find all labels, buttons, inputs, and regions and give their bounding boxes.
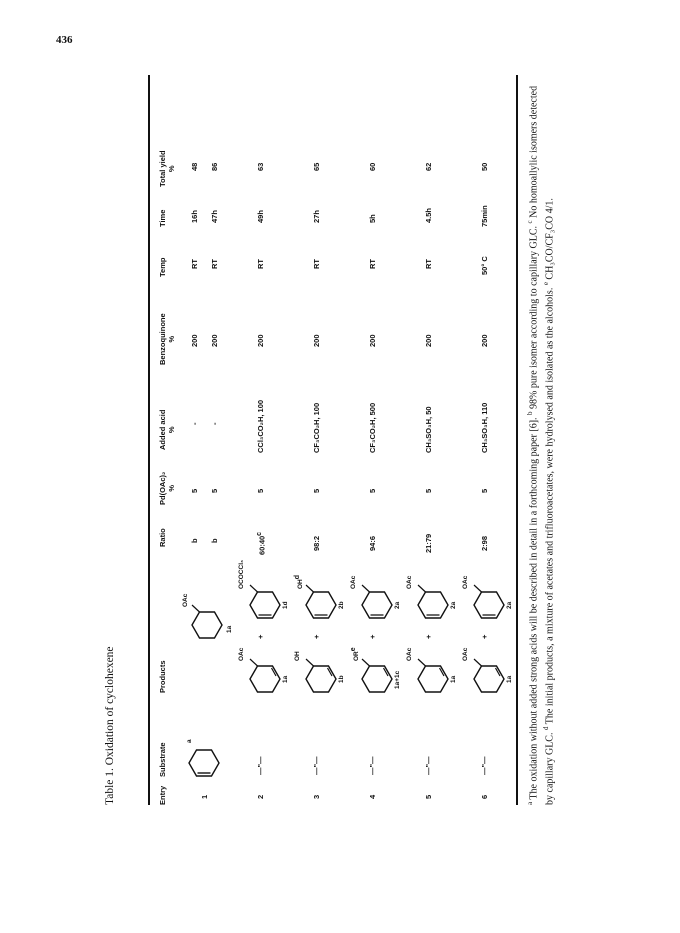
product-a-structure (466, 649, 506, 699)
pd-cell: 5 (368, 488, 377, 493)
time-cell: 49h (256, 210, 265, 223)
footnote-d: The initial products, a mixture of acetates and trifluoroacetates, were hydrolysed and isolated as the alcohols. (544, 285, 556, 727)
footnote-mark-d: d (542, 726, 551, 731)
product-b-label: 2b (338, 601, 345, 609)
acid-cell: CH₃SO₃H, 50 (424, 406, 433, 453)
product-b-group (294, 575, 304, 589)
acid-cell: - (190, 422, 199, 425)
yield-cell: 48 (190, 162, 199, 171)
temp-cell: RT (256, 259, 265, 269)
yield-cell: 50 (480, 162, 489, 171)
entry-number: 5 (424, 794, 433, 799)
product-a-structure (298, 649, 338, 699)
ratio-cell: b (190, 538, 199, 543)
temp-cell: RT (424, 259, 433, 269)
header-bq-unit: % (167, 335, 176, 343)
footnote-e: CH₃CO/CF₃CO 4/1. (544, 198, 556, 283)
table-row (346, 75, 401, 805)
product-a-structure (410, 649, 450, 699)
temp-cell: RT (190, 259, 199, 269)
product-b-label: 2a (450, 601, 457, 609)
yield-cell: 60 (368, 162, 377, 171)
header-temp: Temp (158, 257, 167, 277)
header-yield-label: Total yield (158, 150, 167, 187)
cyclohexene-structure (184, 743, 224, 783)
time-cell: 4.5h (424, 207, 433, 223)
table-caption: Table 1. Oxidation of cyclohexene (104, 646, 116, 805)
time-cell: 75min (480, 205, 489, 227)
ratio-cell: 98:2 (312, 535, 321, 551)
product-a-group (350, 647, 360, 661)
product-b-label: 2a (394, 601, 401, 609)
product-b-group: OCOCCl₃ (238, 559, 245, 589)
product-b-structure (354, 575, 394, 625)
header-pd-label: Pd(OAc)₂ (158, 471, 167, 505)
product-a-group: OAc (406, 647, 413, 661)
pd-cell: 5 (256, 488, 265, 493)
bq-cell: 200 (190, 334, 199, 347)
entry-number: 1 (200, 794, 209, 799)
product-a-label: 1a (450, 675, 457, 683)
header-time: Time (158, 209, 167, 227)
product-b-structure (466, 575, 506, 625)
product-b-group: OAc (350, 575, 357, 589)
ratio-cell: b (210, 538, 219, 543)
time-cell: 47h (210, 210, 219, 223)
acid-cell: CF₃CO₂H, 500 (368, 402, 377, 453)
time-cell: 27h (312, 210, 321, 223)
table-row (402, 75, 457, 805)
product-a-group-text: OR (353, 651, 361, 661)
table-row (290, 75, 345, 805)
footnote-mark-e: e (542, 282, 551, 286)
product-b-group: OAc (462, 575, 469, 589)
product-a-label: 1a+1c (394, 670, 401, 689)
plus-sign: + (312, 634, 321, 639)
product-b-structure (242, 575, 282, 625)
ratio-cell (256, 532, 267, 555)
ratio-cell: 21:79 (424, 533, 433, 553)
table-top-rule (148, 75, 150, 805)
header-ratio: Ratio (158, 528, 167, 547)
table-bottom-rule (516, 75, 518, 805)
temp-cell: RT (312, 259, 321, 269)
plus-sign: + (368, 634, 377, 639)
product-b-group-text: OH (297, 579, 305, 589)
product-b-footnote-mark: d (294, 574, 301, 580)
product-a-label: 1b (338, 675, 345, 683)
entry-number: 2 (256, 794, 265, 799)
entry-number: 6 (480, 794, 489, 799)
substrate-ditto: —"— (256, 756, 265, 775)
product-a-label: 1a (282, 675, 289, 683)
plus-sign: + (256, 634, 265, 639)
ratio-footnote-mark: c (256, 531, 263, 536)
header-yield-unit: % (167, 165, 176, 173)
header-products: Products (158, 660, 167, 693)
plus-sign: + (424, 634, 433, 639)
acid-cell: - (210, 422, 219, 425)
footnote-mark-a: a (526, 801, 534, 805)
header-yield (158, 150, 176, 187)
temp-cell: RT (210, 259, 219, 269)
pd-cell: 5 (312, 488, 321, 493)
substrate-ditto: —"— (368, 756, 377, 775)
product-a-label: 1a (506, 675, 513, 683)
rotated-table-block (104, 75, 564, 805)
product-b-label: 1d (282, 601, 289, 609)
product-b-structure (410, 575, 450, 625)
product-a-group: OAc (238, 647, 245, 661)
table-row (234, 75, 289, 805)
plus-sign: + (480, 634, 489, 639)
substrate-ditto: —"— (312, 756, 321, 775)
header-bq (158, 313, 176, 365)
header-acid-unit: % (167, 426, 176, 434)
acid-cell: CCl₃CO₂H, 100 (256, 399, 265, 453)
table-footnotes (524, 85, 557, 805)
entry-number: 4 (368, 794, 377, 799)
bq-cell: 200 (480, 334, 489, 347)
bq-cell: 200 (210, 334, 219, 347)
pd-cell: 5 (480, 488, 489, 493)
footnote-mark-b: b (526, 411, 534, 415)
bq-cell: 200 (312, 334, 321, 347)
table-row (178, 75, 233, 805)
ratio-value: 60:40 (257, 535, 267, 555)
product-a-structure (242, 649, 282, 699)
product-group-label: OAc (182, 593, 189, 607)
header-entry: Entry (158, 785, 167, 805)
header-pd (158, 472, 176, 505)
page-number: 436 (56, 34, 73, 46)
yield-cell: 63 (256, 162, 265, 171)
product-a-group: OH (294, 651, 301, 661)
time-cell: 5h (368, 214, 377, 223)
yield-cell: 65 (312, 162, 321, 171)
header-acid (158, 410, 176, 450)
yield-cell: 86 (210, 162, 219, 171)
entry-number: 3 (312, 794, 321, 799)
header-pd-unit: % (167, 485, 176, 492)
pd-cell: 5 (424, 488, 433, 493)
temp-cell: 50° C (480, 256, 489, 275)
table-row (458, 75, 513, 805)
footnote-c: No homoallylic isomers detected by capillary GLC. (528, 85, 556, 805)
yield-cell: 62 (424, 162, 433, 171)
pd-cell: 5 (190, 488, 199, 493)
substrate-ditto: —"— (480, 756, 489, 775)
product-a-group: OAc (462, 647, 469, 661)
ratio-cell: 94:6 (368, 535, 377, 551)
product-compound-label: 1a (226, 625, 233, 633)
bq-cell: 200 (368, 334, 377, 347)
footnote-b: 98% pure isomer according to capillary GLC. (528, 223, 540, 412)
ratio-cell: 2:98 (480, 535, 489, 551)
acid-cell: CF₃CO₂H, 100 (312, 402, 321, 453)
substrate-footnote-mark: a (186, 739, 193, 743)
bq-cell: 200 (256, 334, 265, 347)
time-cell: 16h (190, 210, 199, 223)
header-acid-label: Added acid (158, 409, 167, 450)
header-substrate: Substrate (158, 742, 167, 777)
pd-cell: 5 (210, 488, 219, 493)
footnote-a: The oxidation without added strong acids will be described in detail in a forthcoming paper [6]. (528, 414, 540, 802)
bq-cell: 200 (424, 334, 433, 347)
footnote-mark-c: c (526, 220, 534, 224)
header-bq-label: Benzoquinone (158, 313, 167, 365)
acid-cell: CH₃SO₃H, 110 (480, 402, 489, 453)
product-b-label: 2a (506, 601, 513, 609)
substrate-ditto: —"— (424, 756, 433, 775)
product-b-group: OAc (406, 575, 413, 589)
product-a-footnote-mark: e (350, 647, 357, 652)
temp-cell: RT (368, 259, 377, 269)
